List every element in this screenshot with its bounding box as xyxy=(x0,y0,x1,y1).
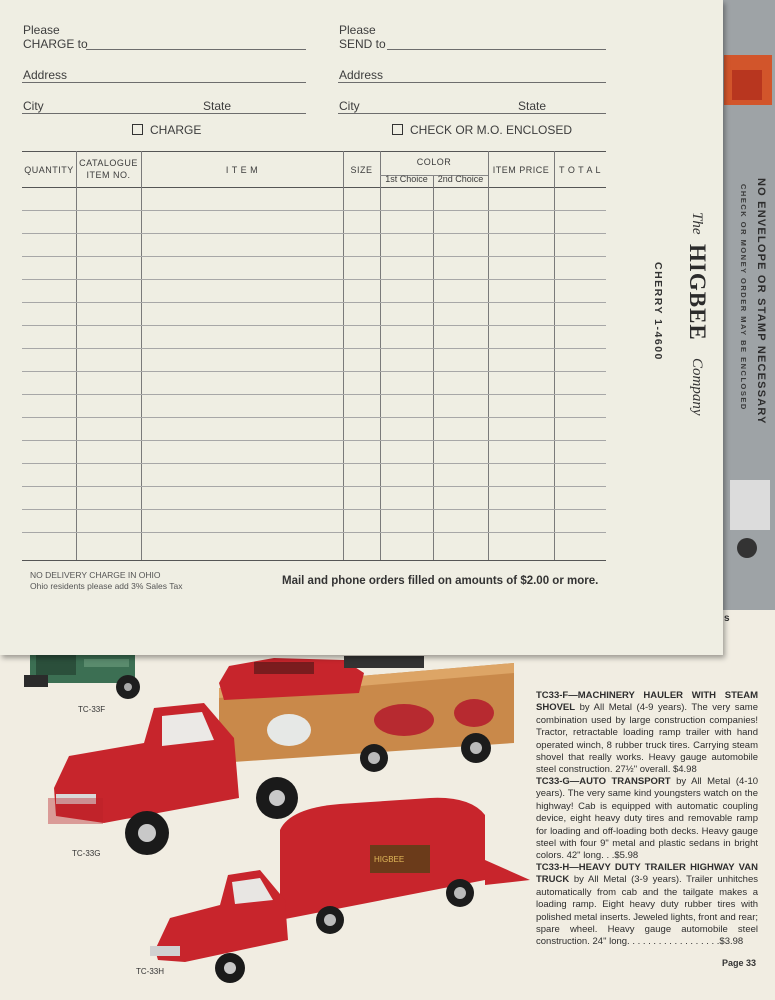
table-row[interactable] xyxy=(22,463,606,464)
van-trailer-logo: HIGBEE xyxy=(374,855,405,864)
header-item: I T E M xyxy=(225,165,259,175)
charge-option-label: CHARGE xyxy=(150,123,202,137)
header-catalogue-line1: CATALOGUE xyxy=(79,158,138,168)
phone-number: CHERRY 1-4600 xyxy=(652,262,664,361)
brand-name: HIGBEE xyxy=(685,244,710,341)
charge-to-line1: Please xyxy=(23,23,60,37)
item-h-title: TC33-H—HEAVY DUTY TRAILER HIGHWAY VAN TRUCK xyxy=(536,862,758,886)
header-item-price: ITEM PRICE xyxy=(492,165,550,175)
item-f-body: by All Metal (4-9 years). The very same combination used by large construction companies! Tractor, retractable loading ramp trailer with hand operated winch, 8 rubber truck tires. Carrying steam shovel that really works. Heavy gauge automobile steel construction. 27½" overall. $4.98 xyxy=(536,702,759,776)
col-divider xyxy=(380,151,381,561)
col-divider xyxy=(554,151,555,561)
charge-address-field[interactable] xyxy=(22,82,306,83)
table-row[interactable] xyxy=(22,256,606,257)
item-f-title: TC33-F—MACHINERY HAULER WITH STEAM SHOVEL xyxy=(536,690,758,714)
item-g-title: TC33-G—AUTO TRANSPORT xyxy=(536,776,671,787)
table-top-rule xyxy=(22,151,606,152)
label-tc-33h: TC-33H xyxy=(136,967,165,976)
table-row[interactable] xyxy=(22,348,606,349)
header-quantity: QUANTITY xyxy=(24,165,74,175)
table-row[interactable] xyxy=(22,371,606,372)
charge-to-label xyxy=(23,23,88,51)
table-row[interactable] xyxy=(22,325,606,326)
label-tc-33g: TC-33G xyxy=(72,849,101,858)
header-color: COLOR xyxy=(416,157,452,167)
table-row[interactable] xyxy=(22,532,606,533)
send-to-label xyxy=(339,23,386,51)
check-option-label: CHECK OR M.O. ENCLOSED xyxy=(410,123,573,137)
table-row[interactable] xyxy=(22,509,606,510)
col-divider xyxy=(343,151,344,561)
table-row[interactable] xyxy=(22,210,606,211)
charge-state-label: State xyxy=(203,99,232,113)
header-size: SIZE xyxy=(350,165,373,175)
header-second-choice: 2nd Choice xyxy=(437,174,484,184)
envelope-address-panel xyxy=(592,150,775,620)
charge-checkbox[interactable] xyxy=(132,124,143,135)
delivery-note-line1: NO DELIVERY CHARGE IN OHIO xyxy=(30,570,161,580)
table-row[interactable] xyxy=(22,233,606,234)
item-h-description xyxy=(536,862,758,949)
peek-heading-fragment: s xyxy=(724,613,730,624)
van-truck-photo xyxy=(140,790,535,985)
label-tc-33f: TC-33F xyxy=(78,705,106,714)
charge-to-line2: CHARGE to xyxy=(23,37,88,51)
check-money-notice: CHECK OR MONEY ORDER MAY BE ENCLOSED xyxy=(739,184,748,411)
table-row[interactable] xyxy=(22,417,606,418)
table-header-rule xyxy=(22,187,606,188)
col-divider xyxy=(488,151,489,561)
send-to-field[interactable] xyxy=(387,49,606,50)
minimum-order-note: Mail and phone orders filled on amounts of $2.00 or more. xyxy=(282,575,599,587)
charge-option[interactable] xyxy=(132,123,201,137)
charge-to-field[interactable] xyxy=(86,49,306,50)
order-table xyxy=(22,151,606,561)
item-h-body: by All Metal (3-9 years). Trailer unhitches automatically from cab and the tailgate makes a loading ramp. Eight heavy duty rubber tires with polished metal inserts. Jeweled lights, front and rear; spare wheel. Heavy gauge automobile steel construction. 24" long. . . . . . . . . . . . . . . . . .$3.98 xyxy=(536,874,758,948)
table-row[interactable] xyxy=(22,279,606,280)
delivery-note xyxy=(30,570,182,592)
no-stamp-notice: NO ENVELOPE OR STAMP NECESSARY xyxy=(755,178,767,425)
send-state-label: State xyxy=(518,99,547,113)
table-row[interactable] xyxy=(22,394,606,395)
brand-the: The xyxy=(689,212,705,235)
check-checkbox[interactable] xyxy=(392,124,403,135)
send-address-label: Address xyxy=(339,68,384,82)
page-number: Page 33 xyxy=(722,958,757,968)
send-city-state-field[interactable] xyxy=(338,113,606,114)
item-g-description xyxy=(536,776,758,863)
charge-city-state-field[interactable] xyxy=(22,113,306,114)
item-f-description xyxy=(536,690,758,777)
delivery-note-line2: Ohio residents please add 3% Sales Tax xyxy=(30,581,183,591)
send-to-line2: SEND to xyxy=(339,37,386,51)
table-row[interactable] xyxy=(22,486,606,487)
header-total: T O T A L xyxy=(558,165,602,175)
charge-address-label: Address xyxy=(23,68,68,82)
send-city-label: City xyxy=(339,99,360,113)
header-catalogue-line2: ITEM NO. xyxy=(86,170,131,180)
charge-city-label: City xyxy=(23,99,44,113)
send-to-line1: Please xyxy=(339,23,376,37)
header-first-choice: 1st Choice xyxy=(385,174,428,184)
col-divider xyxy=(76,151,77,561)
brand-company: Company xyxy=(689,358,705,416)
item-g-body: by All Metal (4-10 years). The very same kind youngsters watch on the highway! Cab is equipped with automatic coupling device, eight heavy duty tires and removable ramp for loading and off-loading both decks. Heavy gauge steel with four 9" metal and plastic sedans in bright colors. 42" long. . .$5.98 xyxy=(536,776,759,862)
col-divider xyxy=(141,151,142,561)
header-catalogue xyxy=(76,157,141,181)
table-row[interactable] xyxy=(22,302,606,303)
check-option[interactable] xyxy=(392,123,572,137)
table-bottom-rule xyxy=(22,560,606,561)
table-row[interactable] xyxy=(22,440,606,441)
send-address-field[interactable] xyxy=(338,82,606,83)
